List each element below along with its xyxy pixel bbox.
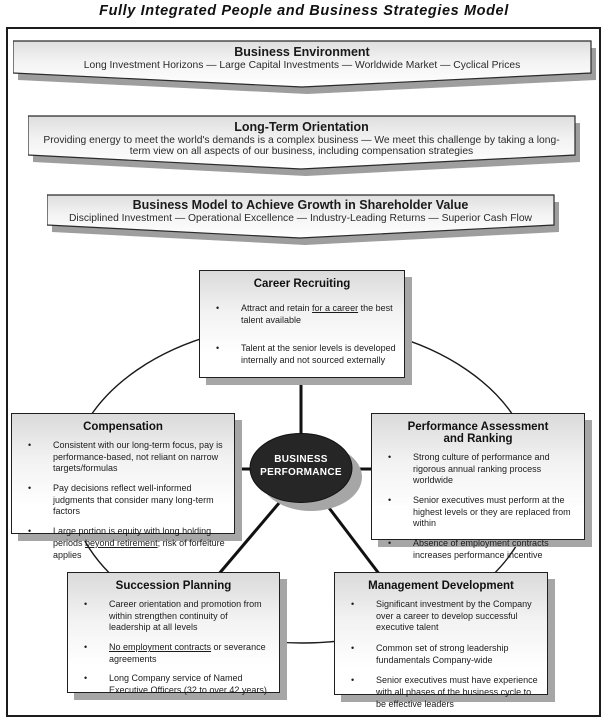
banner-title: Long-Term Orientation xyxy=(234,120,369,134)
bullet-dot: • xyxy=(84,673,88,684)
bullet-item xyxy=(200,303,404,326)
bullet-dot: • xyxy=(351,643,355,654)
banner-long-term-orientation xyxy=(28,115,575,178)
hub-label-line2: PERFORMANCE xyxy=(260,467,342,478)
box-management-development xyxy=(334,572,548,709)
bullet-text: Senior executives must have experience with all phases of the business cycle to be effective leaders xyxy=(376,675,538,709)
bullet-text: Pay decisions reflect well-informed judgments that consider many long-term factors xyxy=(53,483,214,517)
box-title: Career Recruiting xyxy=(253,278,351,290)
bullet-text: Long Company service of Named Executive Officers (32 to over 42 years) xyxy=(109,673,267,696)
bullet-dot: • xyxy=(351,675,355,686)
bullet-text: Large portion is equity with long holding periods beyond retirement; risk of forfeiture applies xyxy=(53,526,225,560)
banner-title: Business Environment xyxy=(234,45,370,59)
banner-subtitle: Providing energy to meet the world's demands is a complex business — We meet this challenge by taking a long-term view on all aspects of our business, including compensation strategies xyxy=(43,135,560,157)
bullet-text: Common set of strong leadership fundamentals Company-wide xyxy=(376,643,509,665)
box-title: Compensation xyxy=(83,421,163,433)
box-succession-planning xyxy=(67,572,280,696)
box-career-recruiting xyxy=(199,270,405,378)
bullet-item xyxy=(335,599,547,634)
bullet-text: Talent at the senior levels is developed internally and not sourced externally xyxy=(241,343,396,366)
banner-business-environment xyxy=(13,40,591,96)
bullet-dot: • xyxy=(351,599,355,609)
bullet-text: Attract and retain for a career the best talent available xyxy=(241,303,393,325)
bullet-dot: • xyxy=(216,343,220,354)
bullet-item xyxy=(12,440,234,475)
box-compensation xyxy=(11,413,235,560)
bullet-dot: • xyxy=(28,526,32,537)
bullet-item xyxy=(335,643,547,666)
box-performance-assessment xyxy=(371,413,585,560)
bullet-dot: • xyxy=(84,599,88,609)
bullet-text: Consistent with our long-term focus, pay is performance-based, not reliant on narrow targets/formulas xyxy=(53,440,223,474)
bullet-dot: • xyxy=(388,495,392,506)
bullet-item xyxy=(68,599,279,634)
bullet-text: Senior executives must perform at the highest levels or they are replaced from within xyxy=(413,495,571,529)
bullet-text: Career orientation and promotion from within strengthen continuity of leadership at all levels xyxy=(109,599,262,633)
bullet-item xyxy=(12,526,234,561)
bullet-item xyxy=(68,673,279,696)
bullet-dot: • xyxy=(216,303,220,313)
bullet-dot: • xyxy=(28,483,32,494)
hub-label xyxy=(251,453,351,479)
bullet-item xyxy=(372,452,584,487)
bullet-text: No employment contracts or severance agreements xyxy=(109,642,266,664)
bullet-item xyxy=(372,495,584,530)
hub-label-line1: BUSINESS xyxy=(274,454,328,465)
bullet-item xyxy=(12,483,234,518)
bullet-item xyxy=(335,675,547,710)
bullet-dot: • xyxy=(84,642,88,653)
page-title: Fully Integrated People and Business Strategies Model xyxy=(99,3,509,19)
banner-title: Business Model to Achieve Growth in Shareholder Value xyxy=(132,198,469,212)
box-title: Succession Planning xyxy=(115,580,232,592)
bullet-dot: • xyxy=(388,538,392,549)
bullet-text: Significant investment by the Company over a career to develop successful executive talent xyxy=(376,599,532,633)
box-title: Management Development xyxy=(368,580,514,592)
bullet-item xyxy=(372,538,584,561)
bullet-item xyxy=(200,343,404,366)
bullet-dot: • xyxy=(28,440,32,450)
banner-subtitle: Long Investment Horizons — Large Capital Investments — Worldwide Market — Cyclical Prices xyxy=(83,60,521,71)
banner-subtitle: Disciplined Investment — Operational Excellence — Industry-Leading Returns — Superior Cash Flow xyxy=(69,213,532,224)
bullet-text: Absence of employment contracts increases performance incentive xyxy=(413,538,549,560)
banner-business-model xyxy=(47,194,554,247)
bullet-text: Strong culture of performance and rigorous annual ranking process worldwide xyxy=(413,452,550,486)
bullet-dot: • xyxy=(388,452,392,462)
bullet-item xyxy=(68,642,279,665)
box-title: Performance Assessment and Ranking xyxy=(407,421,549,445)
